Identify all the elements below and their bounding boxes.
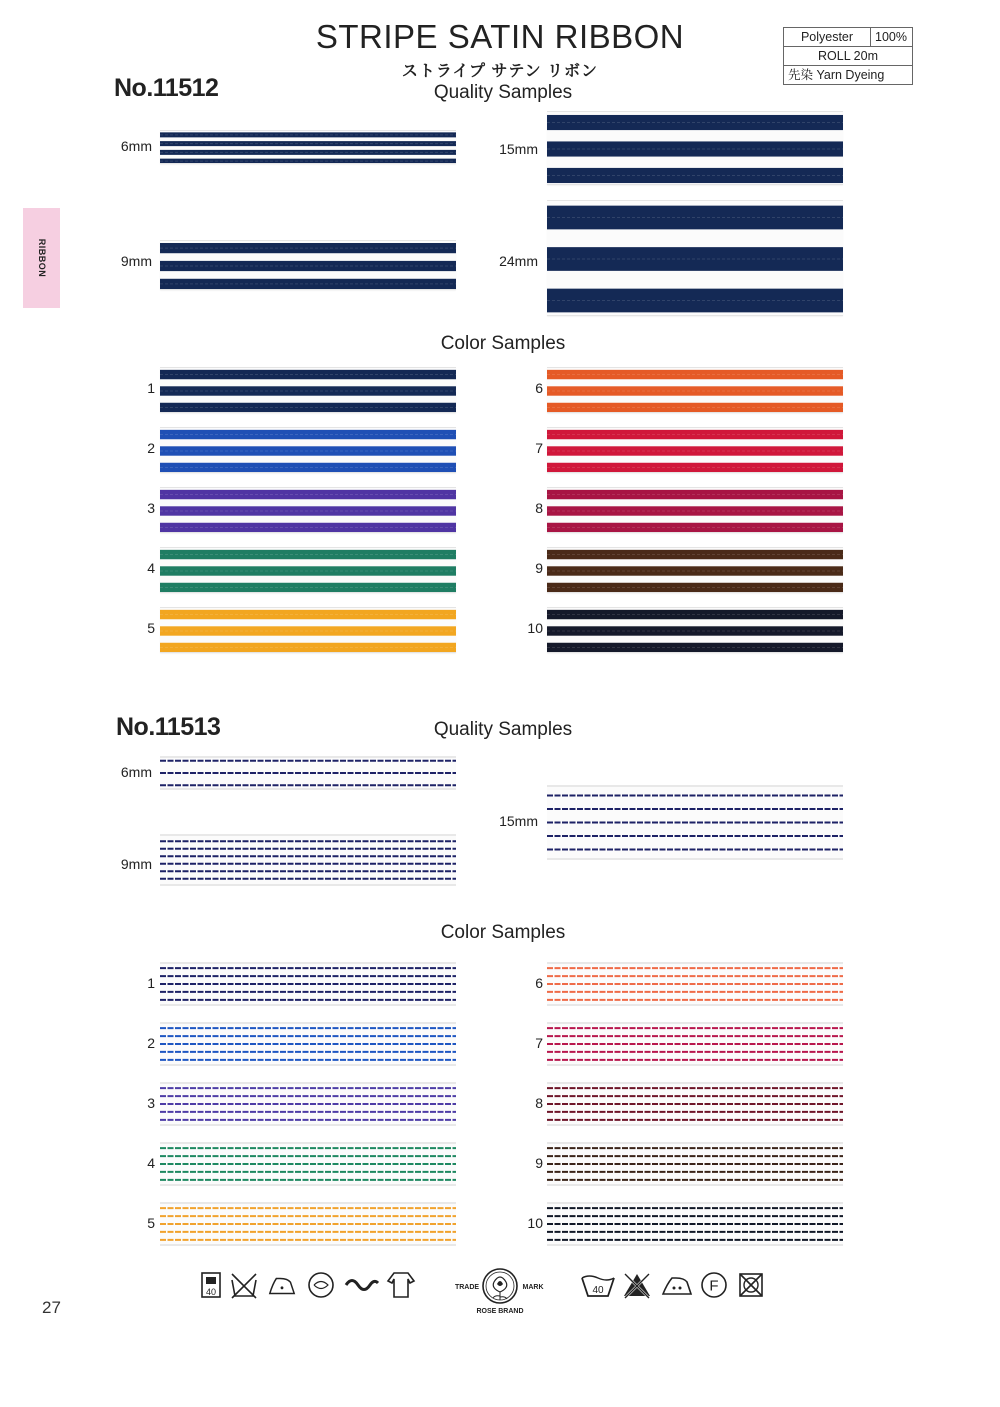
- side-tab: [23, 208, 60, 308]
- spec-table: [783, 27, 913, 85]
- side-tab-label: RIBBON: [37, 238, 47, 278]
- wash-40-basin-icon: [580, 1268, 616, 1302]
- color-ribbon: [547, 962, 843, 1006]
- size-label: 6mm: [120, 138, 152, 154]
- size-label: 24mm: [499, 253, 538, 269]
- color-ribbon: [547, 1022, 843, 1066]
- color-number: 10: [527, 620, 543, 636]
- color-number: 1: [147, 380, 155, 396]
- quality-samples-title: Quality Samples: [433, 82, 573, 103]
- color-ribbon: [160, 1202, 456, 1246]
- color-ribbon: [160, 1082, 456, 1126]
- color-ribbon: [547, 367, 843, 413]
- size-label: 15mm: [499, 141, 538, 157]
- color-samples-title: Color Samples: [440, 333, 566, 354]
- color-number: 4: [147, 1155, 155, 1171]
- color-ribbon: [160, 367, 456, 413]
- color-ribbon: [160, 607, 456, 653]
- wash-temp-label: 40: [205, 1287, 217, 1297]
- shade-dry-icon: [386, 1268, 416, 1302]
- color-number: 9: [535, 560, 543, 576]
- color-number: 5: [147, 620, 155, 636]
- spec-roll: ROLL 20m: [784, 47, 913, 66]
- rose-brand-logo: [454, 1262, 546, 1318]
- color-ribbon: [547, 1082, 843, 1126]
- spec-dyeing: 先染 Yarn Dyeing: [784, 66, 913, 85]
- color-number: 1: [147, 975, 155, 991]
- quality-ribbon: [547, 111, 843, 185]
- color-ribbon: [547, 427, 843, 473]
- svg-text:F: F: [709, 1277, 719, 1295]
- color-number: 6: [535, 380, 543, 396]
- iron-low-icon: [267, 1268, 297, 1302]
- color-number: 5: [147, 1215, 155, 1231]
- no-bleach-icon: [622, 1268, 652, 1302]
- color-number: 10: [527, 1215, 543, 1231]
- color-samples-title: Color Samples: [440, 922, 566, 943]
- page-subtitle-jp: ストライプ サテン リボン: [401, 63, 599, 80]
- color-number: 3: [147, 500, 155, 516]
- quality-ribbon: [547, 200, 843, 316]
- quality-ribbon: [160, 240, 456, 290]
- quality-ribbon: [547, 785, 843, 860]
- color-ribbon: [160, 1142, 456, 1186]
- color-number: 2: [147, 1035, 155, 1051]
- color-ribbon: [160, 962, 456, 1006]
- color-number: 3: [147, 1095, 155, 1111]
- dryclean-f-icon: [699, 1268, 729, 1302]
- color-ribbon: [547, 1202, 843, 1246]
- mark-text: MARK: [522, 1284, 544, 1291]
- color-ribbon: [160, 1022, 456, 1066]
- color-number: 6: [535, 975, 543, 991]
- product-number: No.11513: [116, 713, 221, 741]
- iron-medium-icon: [660, 1268, 694, 1302]
- color-ribbon: [160, 427, 456, 473]
- color-number: 7: [535, 440, 543, 456]
- quality-ribbon: [160, 834, 456, 886]
- spec-material: Polyester: [784, 28, 871, 47]
- page-number: 27: [42, 1298, 61, 1317]
- rose-brand-text: ROSE BRAND: [476, 1308, 524, 1315]
- size-label: 6mm: [120, 764, 152, 780]
- trade-text: TRADE: [454, 1284, 480, 1291]
- quality-samples-title: Quality Samples: [433, 719, 573, 740]
- size-label: 15mm: [499, 813, 538, 829]
- no-hand-wash-icon: [229, 1268, 259, 1302]
- page-title: STRIPE SATIN RIBBON: [315, 18, 685, 55]
- quality-ribbon: [160, 756, 456, 790]
- color-ribbon: [160, 487, 456, 533]
- color-number: 2: [147, 440, 155, 456]
- wash-temp-label: 40: [592, 1285, 604, 1296]
- color-ribbon: [547, 547, 843, 593]
- size-label: 9mm: [120, 253, 152, 269]
- color-ribbon: [547, 607, 843, 653]
- product-number: No.11512: [114, 74, 219, 102]
- color-ribbon: [547, 1142, 843, 1186]
- quality-ribbon: [160, 130, 456, 164]
- no-tumble-dry-icon: [736, 1268, 766, 1302]
- color-number: 9: [535, 1155, 543, 1171]
- wring-gently-icon: [344, 1268, 380, 1302]
- size-label: 9mm: [120, 856, 152, 872]
- dry-clean-icon: [306, 1268, 336, 1302]
- color-ribbon: [547, 487, 843, 533]
- color-number: 8: [535, 1095, 543, 1111]
- color-number: 8: [535, 500, 543, 516]
- color-number: 4: [147, 560, 155, 576]
- wash-40-icon: [196, 1268, 226, 1302]
- color-ribbon: [160, 547, 456, 593]
- color-number: 7: [535, 1035, 543, 1051]
- spec-material-value: 100%: [871, 28, 913, 47]
